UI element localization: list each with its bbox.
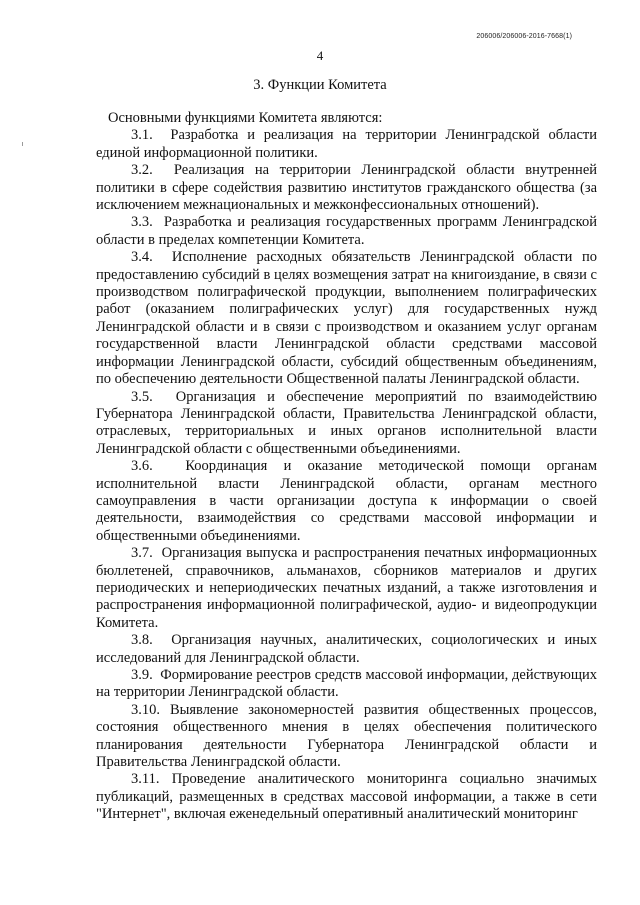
- function-item-3-2: [96, 162, 597, 214]
- item-text: Выявление закономерностей развития общественных процессов, состояния общественного мнения в целях обеспечения политического планирования деятельности Губернатора Ленинградской области и Правительства Ленинградской области.: [96, 701, 598, 771]
- page-number: 4: [316, 48, 324, 63]
- function-item-3-5: [96, 389, 597, 459]
- item-number: 3.9.: [131, 667, 153, 683]
- function-item-3-7: [96, 545, 597, 632]
- item-number: 3.7.: [131, 545, 153, 562]
- function-item-3-9: [96, 667, 597, 702]
- function-item-3-11: [96, 771, 597, 823]
- item-number: 3.4.: [131, 249, 153, 266]
- function-item-3-6: [96, 458, 597, 545]
- function-item-3-8: [96, 632, 597, 667]
- item-number: 3.6.: [131, 458, 153, 475]
- item-text: Формирование реестров средств массовой информации, действующих на территории Ленинградской области.: [96, 667, 597, 701]
- item-text: Реализация на территории Ленинградской области внутренней политики в сфере содействия развитию институтов гражданского общества (за исключением межнациональных и межконфессиональных отношений).: [96, 162, 598, 214]
- item-number: 3.8.: [131, 632, 153, 649]
- section-body: [96, 110, 597, 824]
- item-number: 3.11.: [131, 771, 160, 788]
- item-number: 3.5.: [131, 388, 153, 405]
- function-item-3-4: [96, 249, 597, 388]
- function-item-3-3: [96, 214, 597, 249]
- margin-mark: [22, 142, 23, 146]
- function-item-3-10: [96, 702, 597, 772]
- section-title: 3. Функции Комитета: [253, 77, 387, 93]
- item-number: 3.10.: [131, 701, 160, 718]
- item-text: Разработка и реализация на территории Ленинградской области единой информационной политики.: [96, 127, 597, 161]
- item-number: 3.2.: [131, 162, 153, 179]
- document-id: 206006/206006-2016-7668(1): [476, 33, 572, 40]
- item-text: Организация и обеспечение мероприятий по взаимодействию Губернатора Ленинградской области, Правительства Ленинградской области, отраслевых, территориальных и иных органов исполнительной власти Ленинградской области с общественными объединениями.: [96, 388, 598, 457]
- item-text: Проведение аналитического мониторинга социально значимых публикаций, размещенных в средствах массовой информации, а также в сети "Интернет", включая еженедельный оперативный аналитический мониторинг: [96, 771, 597, 823]
- item-text: Координация и оказание методической помощи органам исполнительной власти Ленинградской области, органам местного самоуправления в части организации доступа к информации о своей деятельности, взаимодействия со средствами массовой информации и общественными объединениями.: [96, 458, 598, 544]
- item-text: Организация выпуска и распространения печатных информационных бюллетеней, справочников, альманахов, сборников материалов и других периодических и непериодических печатных изданий, а также изготовления и распространения информационной полиграфической, аудио- и видеопродукции Комитета.: [96, 545, 598, 631]
- item-number: 3.1.: [131, 127, 153, 144]
- intro-line: Основными функциями Комитета являются:: [108, 110, 383, 126]
- function-item-3-1: [96, 127, 597, 162]
- item-number: 3.3.: [131, 214, 153, 231]
- item-text: Организация научных, аналитических, социологических и иных исследований для Ленинградской области.: [96, 632, 597, 666]
- item-text: Исполнение расходных обязательств Ленинградской области по предоставлению субсидий в целях возмещения затрат на книгоиздание, в связи с производством полиграфической продукции, выполнением полиграфических работ (оказанием полиграфических услуг) для государственных нужд Ленинградской области и в связи с производством и оказанием услуг органам государственной власти Ленинградской области средствами массовой информации Ленинградской области, субсидий общественным объединениям, по обеспечению деятельности Общественной палаты Ленинградской области.: [96, 249, 597, 388]
- item-text: Разработка и реализация государственных программ Ленинградской области в пределах компетенции Комитета.: [96, 214, 598, 248]
